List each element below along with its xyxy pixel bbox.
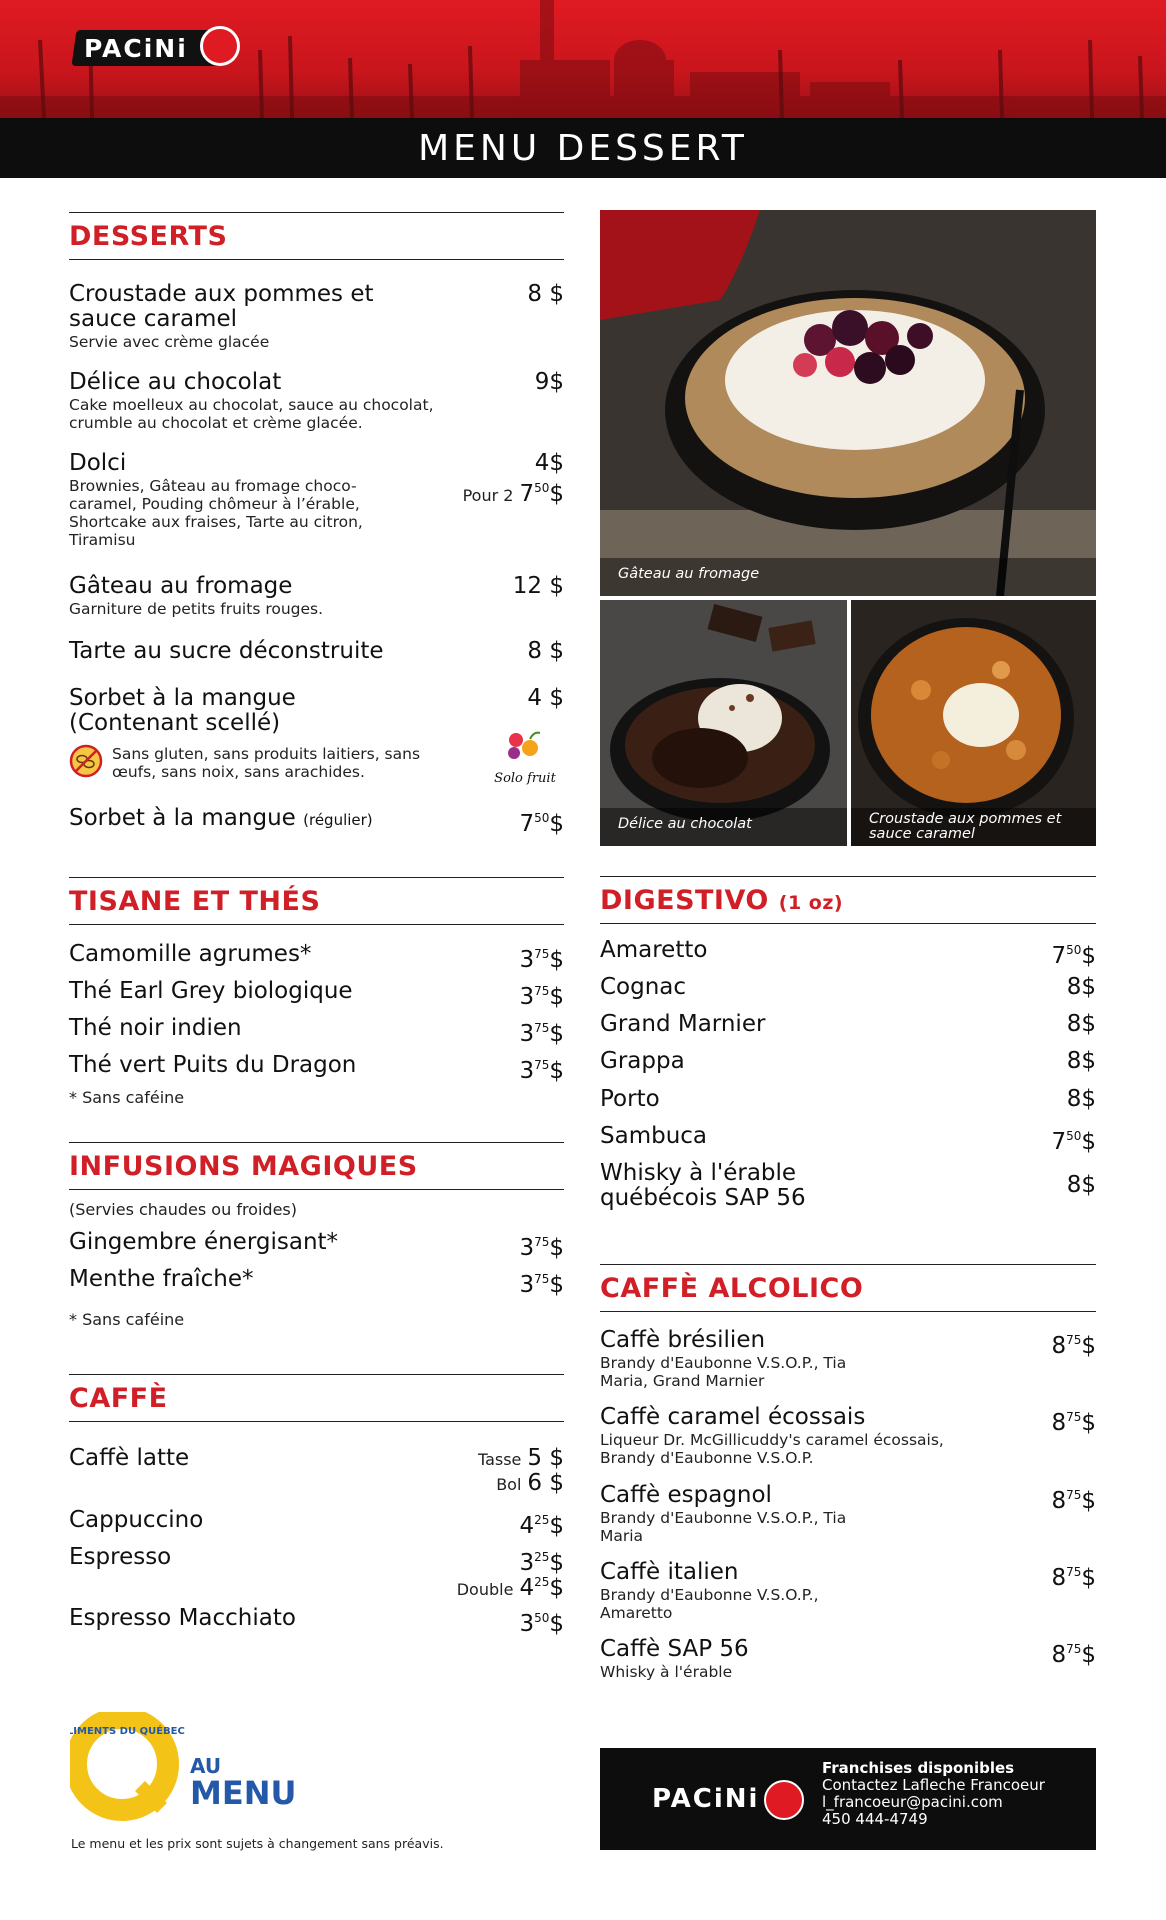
item-price: 8 $ (527, 281, 564, 307)
item-name: Dolci (69, 450, 127, 476)
menu-item (600, 1049, 1096, 1074)
item-name: Caffè caramel écossais (600, 1404, 866, 1430)
item-price: 8$ (1066, 1172, 1096, 1198)
footnote: * Sans caféine (69, 1310, 185, 1329)
photo-chocolate (600, 600, 847, 846)
item-price: 4 $ (527, 685, 564, 711)
item-name: Délice au chocolat (69, 369, 282, 395)
section-title: TISANE ET THÉS (69, 886, 321, 917)
item-name: Camomille agrumes* (69, 941, 312, 967)
aliments-ring-text: ALIMENTS DU QUÉBEC (70, 1726, 185, 1737)
item-desc: Brandy d'Eaubonne V.S.O.P., Amaretto (600, 1586, 819, 1622)
franchise-phone[interactable]: 450 444-4749 (822, 1810, 928, 1828)
menu-item (69, 978, 564, 1010)
logo-text: PACiNi (652, 1784, 760, 1814)
item-price: 8$ (1066, 974, 1096, 1000)
menu-item (69, 639, 564, 664)
item-price: $3^{25}\$$ (519, 1550, 564, 1576)
item-name: Caffè brésilien (600, 1327, 766, 1353)
menu-item (600, 1560, 1096, 1622)
item-name: Caffè italien (600, 1559, 739, 1585)
item-name: Grappa (600, 1048, 685, 1074)
photo-croustade (851, 600, 1096, 846)
page-title: MENU DESSERT (418, 128, 748, 169)
item-price: $3^{75}\$$ (519, 947, 564, 973)
franchise-email[interactable]: l_francoeur@pacini.com (822, 1793, 1003, 1811)
item-desc: Cake moelleux au chocolat, sauce au chocolat, crumble au chocolat et crème glacée. (69, 396, 434, 432)
item-price: $3^{75}\$$ (519, 984, 564, 1010)
item-desc: Liqueur Dr. McGillicuddy's caramel écossais, Brandy d'Eaubonne V.S.O.P. (600, 1431, 944, 1467)
section-title: INFUSIONS MAGIQUES (69, 1151, 418, 1182)
item-name: Gingembre énergisant* (69, 1229, 339, 1255)
item-name: Thé Earl Grey biologique (69, 978, 353, 1004)
item-name: Menthe fraîche* (69, 1266, 254, 1292)
section-title: CAFFÈ ALCOLICO (600, 1273, 864, 1304)
item-price: $8^{75}\$$ (1051, 1410, 1096, 1436)
caffe-list (69, 1446, 564, 1646)
pacini-logo[interactable] (74, 26, 236, 72)
item-price: 4$ (534, 450, 564, 476)
item-desc: Garniture de petits fruits rouges. (69, 600, 324, 618)
solo-fruit-badge (486, 726, 564, 788)
menu-item (69, 1052, 564, 1084)
solo-fruit-label: Solo fruit (494, 771, 556, 786)
menu-item (600, 937, 1096, 969)
item-price: 8$ (1066, 1086, 1096, 1112)
menu-item (600, 1328, 1096, 1390)
footnote: * Sans caféine (69, 1088, 185, 1107)
aliments-du-quebec-logo (70, 1712, 310, 1822)
item-desc: Whisky à l'érable (600, 1663, 733, 1681)
item-desc: Sans gluten, sans produits laitiers, sans œufs, sans noix, sans arachides. (112, 745, 421, 781)
menu-item (69, 1445, 564, 1496)
logo-text: PACiNi (84, 34, 188, 63)
franchise-title: Franchises disponibles (822, 1759, 1015, 1777)
item-price: $4^{25}\$$ (519, 1513, 564, 1539)
item-price: $8^{75}\$$ (1051, 1642, 1096, 1668)
fruit-icon (486, 726, 564, 766)
item-price: $7^{50}\$$ (1051, 1129, 1096, 1155)
item-name: Thé noir indien (69, 1015, 242, 1041)
item-name: Gâteau au fromage (69, 573, 293, 599)
item-name: Caffè SAP 56 (600, 1636, 749, 1662)
item-price: $3^{75}\$$ (519, 1021, 564, 1047)
digestivo-list (600, 938, 1096, 1238)
section-title: DESSERTS (69, 221, 228, 252)
infusions-list (69, 1200, 564, 1330)
item-name: Croustade aux pommes et sauce caramel (69, 281, 374, 332)
item-name: Sorbet à la mangue (régulier) (69, 805, 373, 831)
menu-item (69, 1605, 564, 1637)
item-name: Cognac (600, 974, 687, 1000)
section-header-desserts (69, 212, 564, 260)
section-title: CAFFÈ (69, 1383, 168, 1414)
photo-caption: Croustade aux pommes et sauce caramel (851, 808, 1096, 846)
item-desc: Brandy d'Eaubonne V.S.O.P., Tia Maria (600, 1509, 847, 1545)
aliments-au: AU (190, 1754, 222, 1778)
menu-item (69, 1544, 564, 1601)
cheesecake-image (600, 210, 1096, 596)
item-price: $7^{50}\$$ (519, 811, 564, 837)
item-desc: Servie avec crème glacée (69, 333, 270, 351)
section-header-caffe (69, 1374, 564, 1422)
item-desc: Brandy d'Eaubonne V.S.O.P., Tia Maria, Grand Marnier (600, 1354, 847, 1390)
item-name: Espresso Macchiato (69, 1605, 296, 1631)
item-price: $3^{50}\$$ (519, 1611, 564, 1637)
item-price: 8$ (1066, 1048, 1096, 1074)
section-title: DIGESTIVO (1 oz) (600, 885, 844, 916)
menu-item (600, 975, 1096, 1000)
menu-item (600, 1012, 1096, 1037)
item-name: Grand Marnier (600, 1011, 766, 1037)
franchise-contact: Contactez Lafleche Francoeur (822, 1776, 1045, 1794)
item-name: Tarte au sucre déconstruite (69, 638, 384, 664)
photo-caption: Délice au chocolat (600, 808, 847, 846)
logo-ball-icon (764, 1780, 804, 1820)
item-desc: Brownies, Gâteau au fromage choco-caramel, Pouding chômeur à l’érable, Shortcake aux fraises, Tarte au citron, Tiramisu (69, 477, 363, 549)
item-price: 12 $ (512, 573, 564, 599)
alcolico-list (600, 1328, 1096, 1688)
menu-item (69, 1266, 564, 1298)
menu-item (600, 1637, 1096, 1681)
menu-item (600, 1483, 1096, 1545)
item-price-alt: Bol 6 $ (496, 1470, 564, 1496)
section-header-tisane (69, 877, 564, 925)
menu-item (69, 282, 564, 351)
item-name: Espresso (69, 1544, 172, 1570)
item-name: Caffè espagnol (600, 1482, 772, 1508)
allergen-free-icon (69, 744, 103, 778)
menu-item (600, 1123, 1096, 1155)
menu-item (69, 1015, 564, 1047)
menu-item (600, 1087, 1096, 1112)
item-price-alt: Double $4^{25}\$$ (456, 1575, 564, 1601)
item-price: $8^{75}\$$ (1051, 1333, 1096, 1359)
item-name: Caffè latte (69, 1445, 190, 1471)
menu-item (69, 685, 564, 786)
item-name: Porto (600, 1086, 660, 1112)
item-price: 9$ (534, 369, 564, 395)
item-price: $7^{50}\$$ (1051, 943, 1096, 969)
item-price-alt: Pour 2 $7^{50}\$$ (462, 481, 564, 507)
section-header-digestivo (600, 876, 1096, 924)
menu-item (69, 1229, 564, 1261)
item-price: 8$ (1066, 1011, 1096, 1037)
item-name: Amaretto (600, 937, 708, 963)
item-price: Tasse 5 $ (477, 1445, 564, 1471)
item-price: $3^{75}\$$ (519, 1058, 564, 1084)
header-banner (0, 0, 1166, 118)
item-name: Sorbet à la mangue (Contenant scellé) (69, 685, 296, 736)
item-price: $8^{75}\$$ (1051, 1488, 1096, 1514)
item-price: $3^{75}\$$ (519, 1235, 564, 1261)
menu-item (69, 451, 564, 549)
section-header-alcolico (600, 1264, 1096, 1312)
item-name: Thé vert Puits du Dragon (69, 1052, 357, 1078)
desserts-list (69, 282, 564, 862)
menu-item (69, 941, 564, 973)
item-price: $3^{75}\$$ (519, 1272, 564, 1298)
logo-ball-icon (200, 26, 240, 66)
item-price: $8^{75}\$$ (1051, 1565, 1096, 1591)
section-subtitle: (Servies chaudes ou froides) (69, 1200, 297, 1219)
disclaimer: Le menu et les prix sont sujets à changement sans préavis. (71, 1836, 444, 1851)
franchise-box (600, 1748, 1096, 1850)
menu-item (600, 1161, 1096, 1211)
item-name: Sambuca (600, 1123, 708, 1149)
pacini-footer-logo[interactable] (652, 1784, 802, 1824)
menu-item (69, 1507, 564, 1539)
item-name: Whisky à l'érable québécois SAP 56 (600, 1160, 806, 1211)
item-name: Cappuccino (69, 1507, 204, 1533)
menu-item (69, 805, 564, 837)
tisane-list (69, 941, 564, 1107)
photo-cheesecake (600, 210, 1096, 596)
item-price: 8 $ (527, 638, 564, 664)
section-header-infusions (69, 1142, 564, 1190)
photo-caption: Gâteau au fromage (600, 558, 1096, 596)
menu-item (600, 1405, 1096, 1467)
franchise-info (822, 1760, 1045, 1828)
menu-item (69, 370, 564, 432)
aliments-menu: MENU (190, 1774, 297, 1812)
menu-item (69, 574, 564, 618)
